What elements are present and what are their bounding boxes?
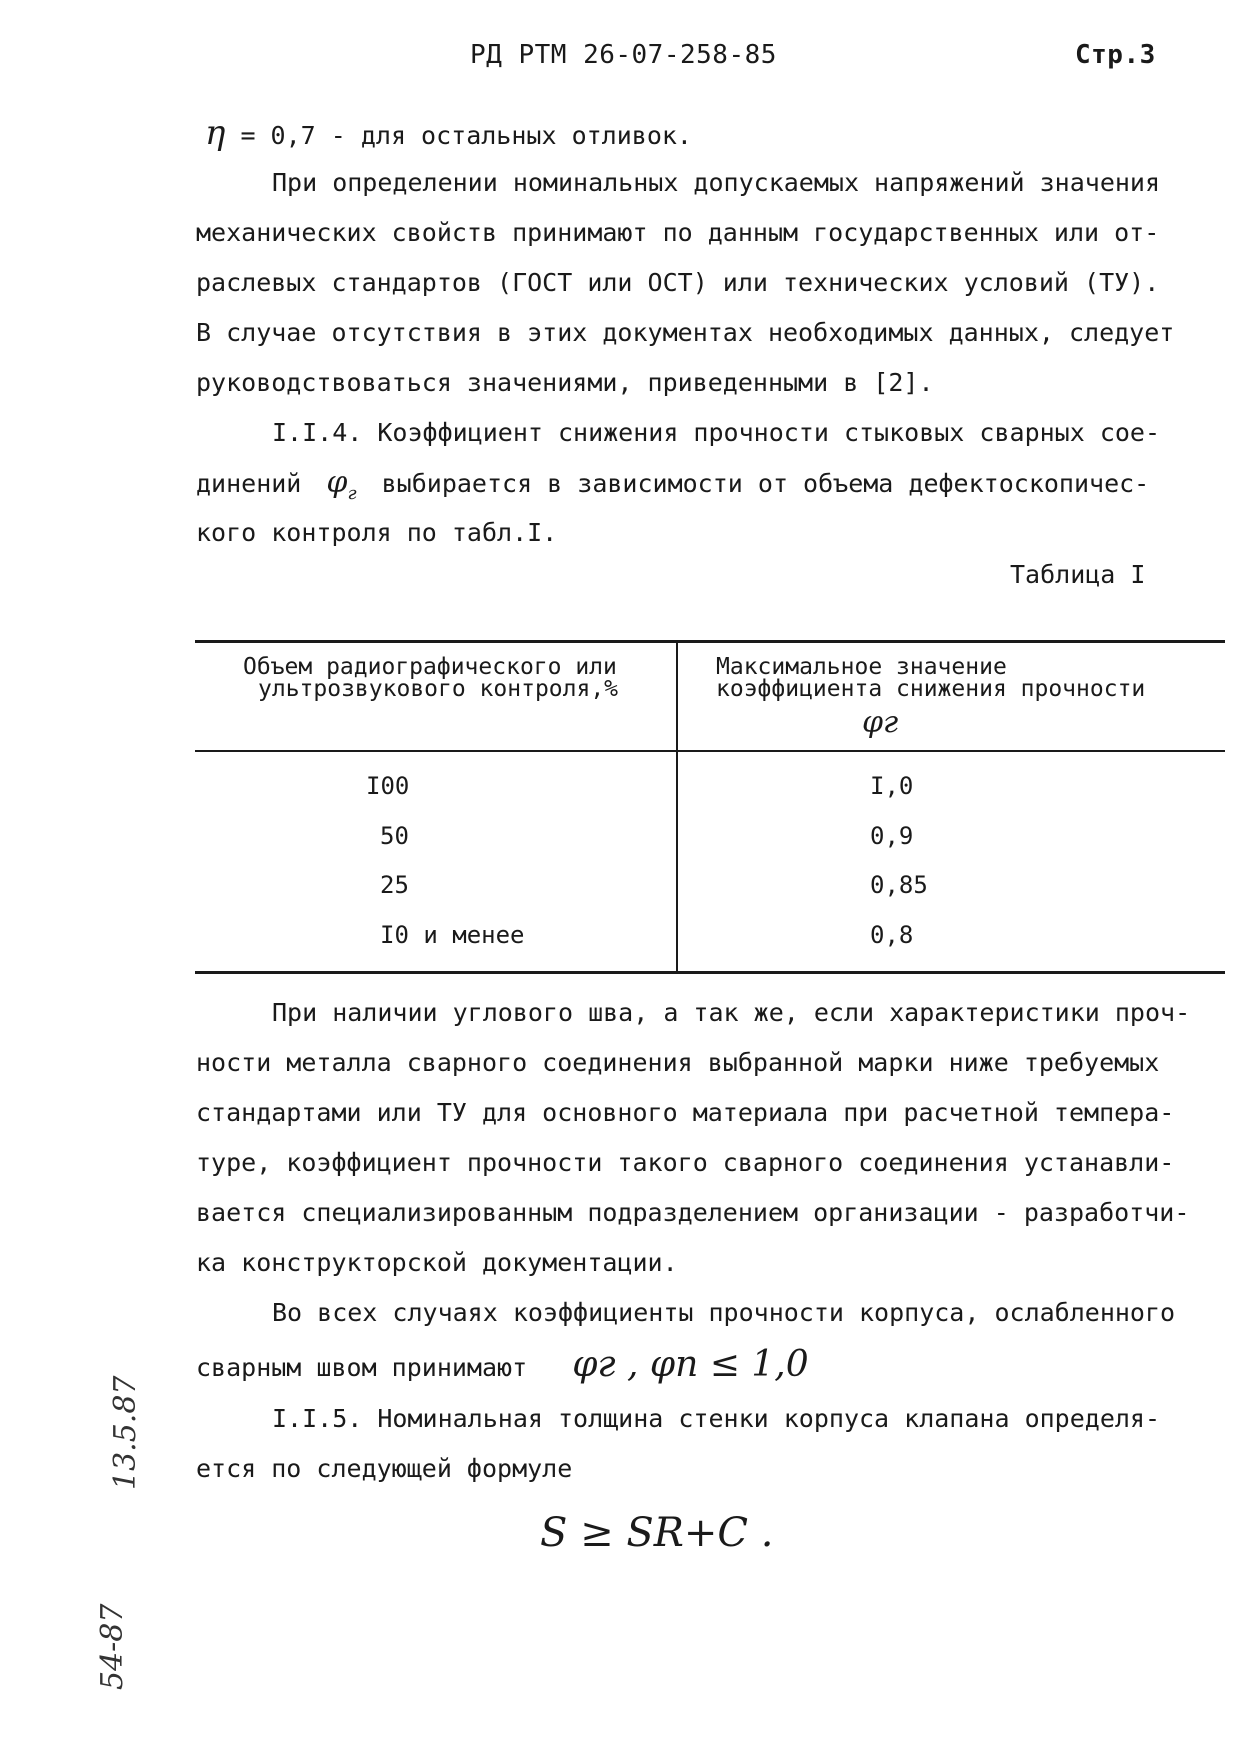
document-code: РД РТМ 26-07-258-85 (470, 40, 777, 70)
eta-line (205, 113, 692, 153)
table-header-col2-line1: Максимальное значение (716, 654, 1007, 680)
table-row-1-volume: I00 (366, 772, 410, 800)
table-row-4-volume: I0 и менее (380, 921, 525, 949)
phi-inequality-formula: φг , φn ≤ 1,0 (572, 1344, 809, 1385)
table-row-3-coef: 0,85 (870, 871, 928, 899)
para4-line-2 (196, 1344, 809, 1385)
para4-line-2-text: сварным швом принимают (196, 1353, 528, 1382)
eta-text: = 0,7 - для остальных отливок. (240, 121, 692, 150)
margin-handwritten-number: 54-87 (95, 1603, 130, 1690)
table-bottom-rule (195, 971, 1225, 974)
para2-line-2-pre: динений (196, 469, 302, 498)
para1-line-4: В случае отсутствия в этих документах необходимых данных, следует (196, 318, 1175, 347)
para1-line-1: При определении номинальных допускаемых напряжений значения (272, 168, 1161, 197)
table-header-phi-symbol: φг (862, 705, 899, 740)
eta-symbol: η (205, 113, 226, 153)
table-header-col1-line1: Объем радиографического или (243, 654, 617, 680)
para5-line-1: I.I.5. Номинальная толщина стенки корпуса клапана определя- (272, 1404, 1161, 1433)
table-header-rule (195, 750, 1225, 752)
table-row-1-coef: I,0 (870, 772, 914, 800)
table-row-3-volume: 25 (380, 871, 409, 899)
table-top-rule (195, 640, 1225, 643)
table-header-col2-line2: коэффициента снижения прочности (716, 676, 1146, 702)
para3-line-6: ка конструкторской документации. (196, 1248, 678, 1277)
para2-line-2-post: выбирается в зависимости от объема дефектоскопичес- (381, 469, 1150, 498)
para3-line-4: туре, коэффициент прочности такого сварного соединения устанавли- (196, 1148, 1175, 1177)
para3-line-3: стандартами или ТУ для основного материала при расчетной темпера- (196, 1098, 1175, 1127)
para4-line-1: Во всех случаях коэффициенты прочности корпуса, ослабленного (272, 1298, 1176, 1327)
phi-symbol: $\varphi_г$ (326, 465, 357, 504)
table-row-4-coef: 0,8 (870, 921, 914, 949)
table-header-col1-line2: ультрозвукового контроля,% (258, 676, 619, 702)
margin-handwritten-date: 13.5.87 (108, 1375, 143, 1490)
table-column-divider (676, 640, 678, 973)
para1-line-3: раслевых стандартов (ГОСТ или ОСТ) или технических условий (ТУ). (196, 268, 1160, 297)
table-row-2-volume: 50 (380, 822, 409, 850)
table-row-2-coef: 0,9 (870, 822, 914, 850)
para1-line-5: руководствоваться значениями, приведенными в [2]. (196, 368, 934, 397)
para3-line-2: ности металла сварного соединения выбранной марки ниже требуемых (196, 1048, 1160, 1077)
para5-line-2: ется по следующей формуле (196, 1454, 573, 1483)
para1-line-2: механических свойств принимают по данным государственных или от- (196, 218, 1160, 247)
para2-line-3: кого контроля по табл.I. (196, 518, 558, 547)
page-number: Стр.3 (1075, 40, 1156, 70)
wall-thickness-formula: S ≥ SR+C . (540, 1510, 774, 1556)
para3-line-1: При наличии углового шва, а так же, если характеристики проч- (272, 998, 1191, 1027)
para2-line-2 (196, 465, 1150, 509)
para2-line-1: I.I.4. Коэффициент снижения прочности стыковых сварных сое- (272, 418, 1161, 447)
para3-line-5: вается специализированным подразделением организации - разработчи- (196, 1198, 1190, 1227)
table-caption: Таблица I (1010, 560, 1146, 589)
